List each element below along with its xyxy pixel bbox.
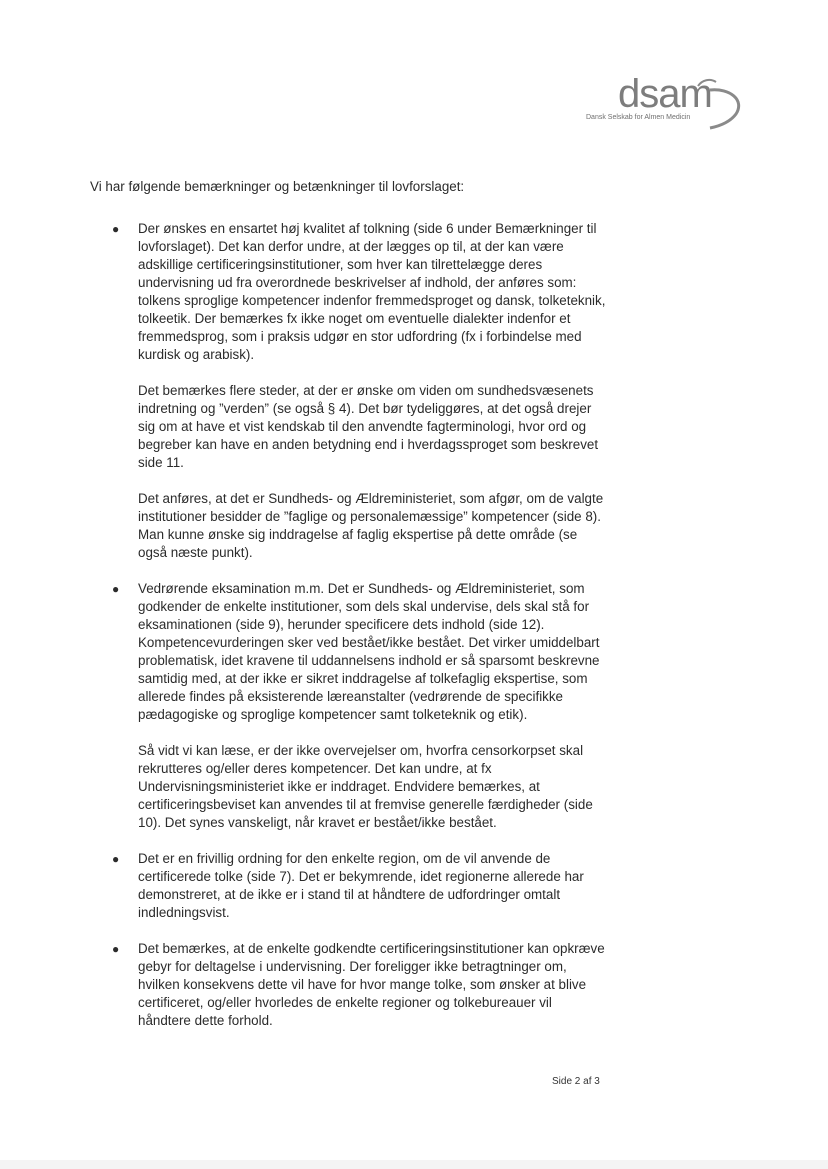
intro-text: Vi har følgende bemærkninger og betænkninger til lovforslaget: [90, 179, 465, 194]
page-number: Side 2 af 3 [552, 1076, 600, 1087]
bullet-item [112, 850, 608, 922]
bullet-icon: ● [112, 942, 120, 956]
scan-edge [0, 1160, 828, 1169]
paragraph: Det bemærkes, at de enkelte godkendte certificeringsinstitutioner kan opkræve gebyr for deltagelse i undervisning. Der foreligger ikke betragtninger om, hvilken konsekvens dette vil have for hvor mange tolke, som ønsker at blive certificeret, og/eller hvorledes de enkelte regioner og tolkebureauer vil håndtere dette forhold. [138, 941, 605, 1028]
bullet-icon: ● [112, 222, 120, 236]
logo-subtitle: Dansk Selskab for Almen Medicin [586, 114, 691, 121]
bullet-icon: ● [112, 852, 120, 866]
bullet-item [112, 220, 608, 562]
bullet-icon: ● [112, 582, 120, 596]
bullet-item [112, 580, 608, 832]
paragraph: Det anføres, at det er Sundheds- og Ældreministeriet, som afgør, om de valgte institutioner besidder de ”faglige og personalemæssige” kompetencer (side 8). Man kunne ønske sig inddragelse af faglig ekspertise på dette område (se også næste punkt). [138, 491, 604, 560]
paragraph: Vedrørende eksamination m.m. Det er Sundheds- og Ældreministeriet, som godkender de enkelte institutioner, som dels skal undervise, dels skal stå for eksaminationen (side 9), herunder specificere dets indhold (side 12). Kompetencevurderingen sker ved bestået/ikke bestået. Det virker umiddelbart problematisk, idet kravene til uddannelsens indhold er så sparsomt beskrevne samtidig med, at der ikke er sikret inddragelse af tolkefaglig ekspertise, som allerede findes på eksisterende læreanstalter (vedrørende de specifikke pædagogiske og sproglige kompetencer samt tolketeknik og etik). [138, 581, 600, 722]
logo-text: dsam [618, 72, 712, 116]
paragraph: Det er en frivillig ordning for den enkelte region, om de vil anvende de certificerede tolke (side 7). Det er bekymrende, idet regionerne allerede har demonstreret, at de ikke er i stand til at håndtere de udfordringer omtalt indledningsvist. [138, 851, 584, 920]
paragraph: Så vidt vi kan læse, er der ikke overvejelser om, hvorfra censorkorpset skal rekrutteres og/eller deres kompetencer. Det kan undre, at fx Undervisningsministeriet ikke er inddraget. Endvidere bemærkes, at certificeringsbeviset kan anvendes til at fremvise generelle færdigheder (side 10). Det synes vanskeligt, når kravet er bestået/ikke bestået. [138, 743, 593, 830]
bullet-list [112, 220, 608, 1048]
paragraph: Der ønskes en ensartet høj kvalitet af tolkning (side 6 under Bemærkninger til lovforslaget). Det kan derfor undre, at der lægges op til, at der kan være adskillige certificeringsinstitutioner, som hver kan tilrettelægge deres undervisning ud fra overordnede beskrivelser af indhold, der anføres som: tolkens sproglige kompetencer indenfor fremmedsproget og dansk, tolketeknik, tolkeetik. Der bemærkes fx ikke noget om eventuelle dialekter indenfor et fremmedsprog, som i praksis udgør en stor udfordring (fx i forbindelse med kurdisk og arabisk). [138, 221, 606, 362]
bullet-item [112, 940, 608, 1030]
paragraph: Det bemærkes flere steder, at der er ønske om viden om sundhedsvæsenets indretning og ”verden” (se også § 4). Det bør tydeliggøres, at det også drejer sig om at have et vist kendskab til den anvendte fagterminologi, hvor ord og begreber kan have en anden betydning end i hverdagssproget som beskrevet side 11. [138, 383, 599, 470]
dsam-logo [560, 70, 750, 130]
